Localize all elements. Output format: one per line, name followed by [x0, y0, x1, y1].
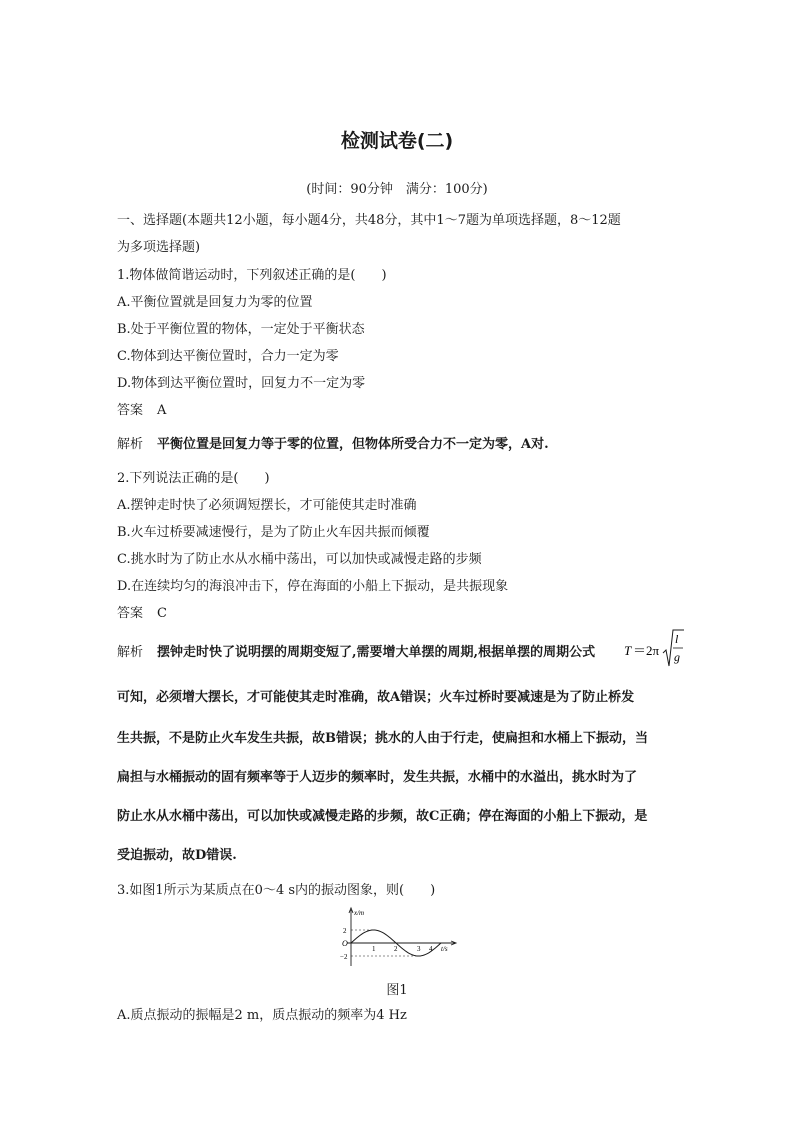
formula-eq: ＝2π: [633, 643, 660, 658]
answer-label: 答案: [117, 403, 144, 418]
question-3-option-a: A.质点振动的振幅是2 m，质点振动的频率为4 Hz: [117, 1008, 407, 1023]
origin-label: O: [342, 939, 348, 948]
x-tick-1: 1: [372, 945, 376, 953]
question-1-option-d: D.物体到达平衡位置时，回复力不一定为零: [117, 376, 366, 391]
question-2-analysis-line-2: 可知，必须增大摆长，才可能使其走时准确，故A错误；火车过桥时要减速是为了防止桥发: [117, 690, 635, 705]
question-2-option-b: B.火车过桥要减速慢行，是为了防止火车因共振而倾覆: [117, 525, 430, 540]
question-3-stem: 3.如图1所示为某质点在0～4 s内的振动图象，则( ): [117, 883, 436, 898]
question-2-analysis-line-4: 扁担与水桶振动的固有频率等于人迈步的频率时，发生共振，水桶中的水溢出，挑水时为了: [117, 770, 638, 785]
exam-info: (时间：90分钟 满分：100分): [306, 182, 488, 197]
figure-caption: 图1: [386, 983, 408, 998]
question-2-analysis-line-6: 受迫振动，故D错误.: [117, 848, 237, 863]
formula-lhs: T: [624, 643, 632, 658]
question-2-analysis-line-5: 防止水从水桶中荡出，可以加快或减慢走路的步频，故C正确；停在海面的小船上下振动，是: [117, 809, 648, 824]
x-tick-4: 4: [429, 945, 433, 953]
question-2-option-c: C.挑水时为了防止水从水桶中荡出，可以加快或减慢走路的步频: [117, 552, 482, 567]
x-tick-3: 3: [417, 945, 421, 953]
question-1-option-a: A.平衡位置就是回复力为零的位置: [117, 295, 313, 310]
y-tick-min: −2: [340, 953, 348, 961]
question-2-option-a: A.摆钟走时快了必须调短摆长，才可能使其走时准确: [117, 498, 417, 513]
y-axis-label: x/m: [354, 909, 365, 917]
question-1-option-b: B.处于平衡位置的物体，一定处于平衡状态: [117, 322, 365, 337]
section-heading-cont: 为多项选择题): [117, 240, 201, 255]
formula-denominator: g: [674, 650, 680, 664]
vibration-graph: [337, 906, 461, 972]
analysis-label: 解析: [117, 645, 144, 660]
formula-numerator: l: [675, 632, 679, 646]
vibration-graph-svg: [337, 906, 461, 968]
x-tick-2: 2: [394, 945, 398, 953]
question-2-analysis: [117, 645, 595, 661]
analysis-text: 平衡位置是回复力等于零的位置，但物体所受合力不一定为零，A对.: [157, 437, 549, 452]
question-2-analysis-line-3: 生共振，不是防止火车发生共振，故B错误；挑水的人由于行走，使扁担和水桶上下振动，当: [117, 731, 648, 746]
answer-label: 答案: [117, 606, 144, 621]
section-heading: 一、选择题(本题共12小题，每小题4分，共48分，其中1～7题为单项选择题，8～12题: [117, 213, 621, 228]
question-2-option-d: D.在连续均匀的海浪冲击下，停在海面的小船上下振动，是共振现象: [117, 579, 509, 594]
question-1-answer: [117, 403, 166, 419]
question-1-option-c: C.物体到达平衡位置时，合力一定为零: [117, 349, 339, 364]
y-tick-max: 2: [343, 927, 347, 935]
x-axis-label: t/s: [441, 945, 448, 953]
analysis-text: 摆钟走时快了说明摆的周期变短了,需要增大单摆的周期,根据单摆的周期公式: [157, 645, 596, 660]
period-formula-svg: [623, 628, 685, 672]
answer-value: A: [157, 403, 167, 418]
page-title: 检测试卷(二): [340, 130, 454, 152]
answer-value: C: [157, 606, 167, 621]
question-1-analysis: [117, 437, 549, 453]
question-2-answer: [117, 606, 167, 622]
period-formula: [623, 628, 685, 676]
question-2-stem: 2.下列说法正确的是( ): [117, 471, 270, 486]
analysis-label: 解析: [117, 437, 144, 452]
question-1-stem: 1.物体做简谐运动时，下列叙述正确的是( ): [117, 268, 387, 283]
